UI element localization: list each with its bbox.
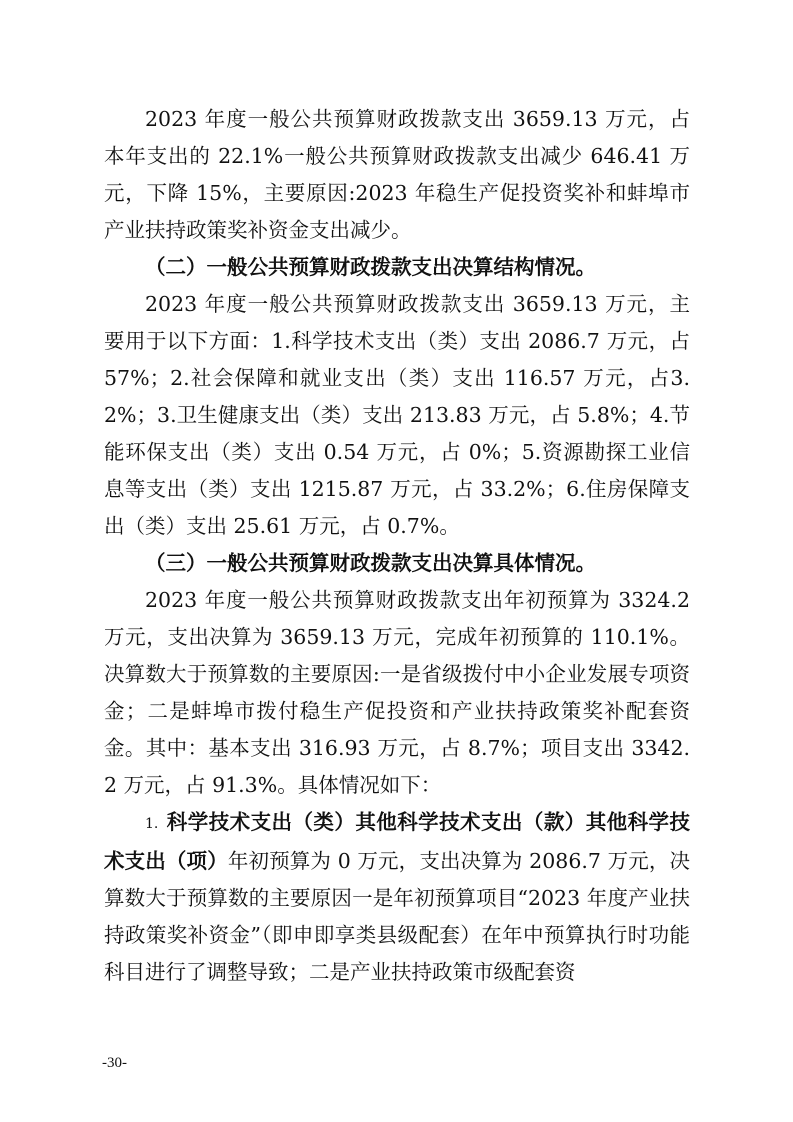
- document-body: [104, 101, 690, 991]
- paragraph-expenditure-structure: 2023 年度一般公共预算财政拨款支出 3659.13 万元，主要用于以下方面：1.科学技术支出（类）支出 2086.7 万元，占57%；2.社会保障和就业支出（类）支出 116.57 万元，占3.2%；3.卫生健康支出（类）支出 213.83 万元，占 5.8%；4.节能环保支出（类）支出 0.54 万元，占 0%；5.资源勘探工业信息等支出（类）支出 1215.87 万元，占 33.2%；6.住房保障支出（类）支出 25.61 万元，占 0.7%。: [104, 292, 690, 538]
- page-number: -30-: [102, 1055, 127, 1071]
- item-title: 科学技术支出（类）其他科学技术支出（款）其他科学技术支出（项）: [104, 810, 690, 873]
- heading-details: （三）一般公共预算财政拨款支出决算具体情况。: [145, 551, 596, 575]
- item-science-technology: [104, 804, 690, 991]
- item-number: 1.: [145, 816, 159, 832]
- paragraph-expenditure-details: 2023 年度一般公共预算财政拨款支出年初预算为 3324.2 万元，支出决算为 3659.13 万元，完成年初预算的 110.1%。决算数大于预算数的主要原因:一是省级拨付中小企业发展专项资金；二是蚌埠市拨付稳生产促投资和产业扶持政策奖补配套资金。其中：基本支出 316.93 万元，占 8.7%；项目支出 3342.2 万元，占 91.3%。具体情况如下：: [104, 588, 690, 797]
- item-text: 年初预算为 0 万元，支出决算为 2086.7 万元，决算数大于预算数的主要原因一是年初预算项目“2023 年度产业扶持政策奖补资金”（即申即享类县级配套）在年中预算执行时功能科目进行了调整导致；二是产业扶持政策市级配套资: [104, 849, 690, 984]
- heading-structure: （二）一般公共预算财政拨款支出决算结构情况。: [145, 255, 596, 279]
- paragraph-expenditure-summary: 2023 年度一般公共预算财政拨款支出 3659.13 万元，占本年支出的 22.1%一般公共预算财政拨款支出减少 646.41 万元，下降 15%，主要原因:2023 年稳生产促投资奖补和蚌埠市产业扶持政策奖补资金支出减少。: [104, 107, 690, 242]
